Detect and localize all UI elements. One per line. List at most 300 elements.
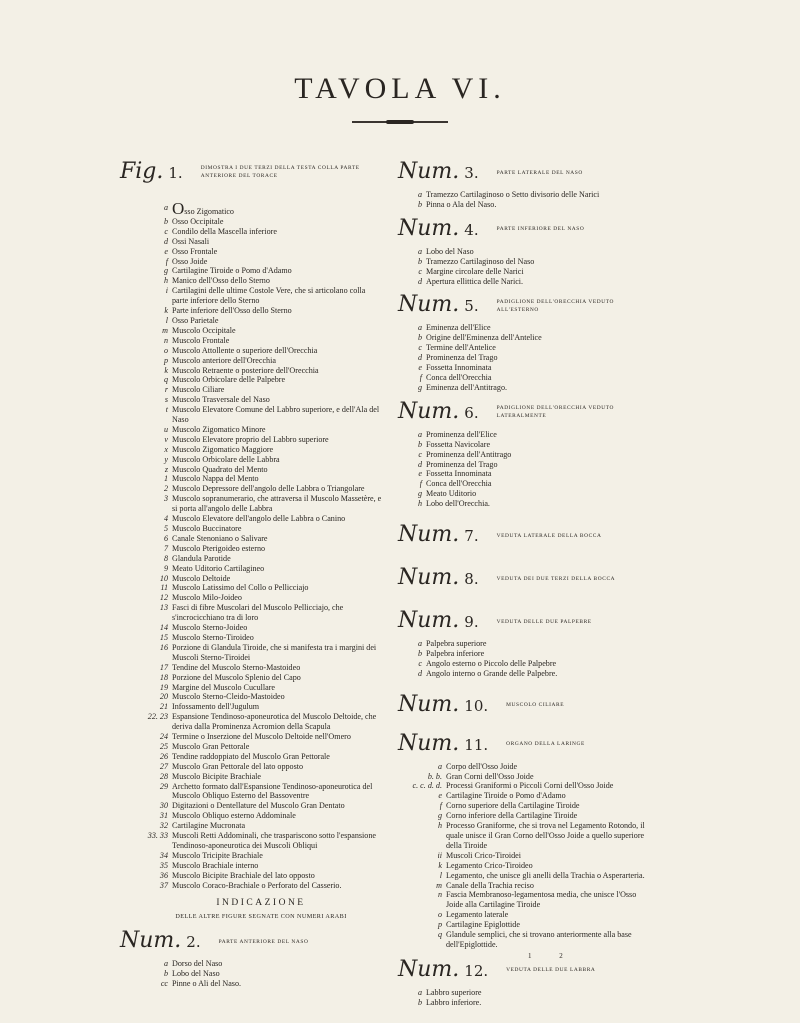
legend-text: Muscolo Gran Pettorale del lato opposto bbox=[172, 761, 304, 771]
legend-item bbox=[398, 890, 648, 910]
legend-text: Muscolo Bicipite Brachiale del lato opposto bbox=[172, 870, 315, 880]
legend-marker: e bbox=[418, 363, 422, 373]
legend-marker: 26 bbox=[159, 751, 168, 761]
legend-text: Dorso del Naso bbox=[172, 959, 223, 969]
num2-label: Num. 2. bbox=[120, 928, 201, 954]
legend-item bbox=[120, 762, 382, 772]
legend-marker: b bbox=[417, 439, 422, 449]
legend-item bbox=[398, 781, 648, 791]
legend-text: Muscolo Depressore dell'angolo delle Labbra o Triangolare bbox=[172, 484, 365, 494]
legend-text: Muscolo Frontale bbox=[172, 335, 230, 345]
legend-text: Muscolo Deltoide bbox=[172, 573, 231, 583]
legend-item bbox=[120, 445, 382, 455]
legend-text: Condilo della Mascella inferiore bbox=[172, 226, 277, 236]
legend-item bbox=[120, 583, 382, 593]
legend-item bbox=[398, 479, 648, 489]
legend-text: Lobo del Naso bbox=[172, 969, 220, 979]
legend-text: Fascia Membranoso-legamentosa media, che unisce l'Osso Joide alla Cartilagine Tiroide bbox=[446, 890, 637, 910]
legend-text: Origine dell'Eminenza dell'Antelice bbox=[426, 333, 542, 343]
legend-item bbox=[120, 356, 382, 366]
legend-marker: 6 bbox=[163, 533, 168, 543]
legend-marker: a bbox=[417, 190, 422, 199]
legend-text: Muscolo Elevatore Comune del Labbro superiore, e dell'Ala del Naso bbox=[172, 405, 380, 425]
legend-marker: a bbox=[437, 761, 442, 771]
legend-text: Corno superiore della Cartilagine Tiroide bbox=[446, 801, 580, 811]
legend-text: Muscolo Milo-Joideo bbox=[172, 593, 242, 603]
legend-text: Corpo dell'Osso Joide bbox=[446, 761, 518, 771]
legend-marker: f bbox=[165, 256, 168, 266]
legend-marker: z bbox=[164, 464, 168, 474]
legend-text: Meato Uditorio Cartilagineo bbox=[172, 563, 265, 573]
legend-text: Muscoli Crico-Tiroidei bbox=[446, 850, 522, 860]
legend-item bbox=[398, 762, 648, 772]
legend-item bbox=[398, 343, 648, 353]
legend-item bbox=[120, 544, 382, 554]
legend-item bbox=[398, 499, 648, 509]
legend-marker: 11 bbox=[160, 583, 168, 593]
legend-text: Muscolo Ciliare bbox=[172, 385, 225, 395]
legend-marker: 7 bbox=[163, 543, 168, 553]
legend-marker: 1 bbox=[163, 474, 168, 484]
legend-item bbox=[120, 524, 382, 534]
legend-item bbox=[398, 930, 648, 950]
legend-text: Conca dell'Orecchia bbox=[426, 479, 492, 489]
fig1-label: Fig. 1. bbox=[120, 159, 183, 184]
legend-text: Cartilagine Tiroide o Pomo d'Adamo bbox=[172, 266, 292, 276]
legend-item bbox=[398, 669, 648, 679]
legend-marker: o bbox=[437, 910, 442, 920]
legend-item bbox=[398, 333, 648, 343]
legend-marker: a bbox=[417, 429, 422, 439]
legend-text: Digitazioni o Dentellature del Muscolo Gran Dentato bbox=[172, 801, 345, 811]
legend-item bbox=[398, 190, 648, 200]
legend-marker: c. c. d. d. bbox=[412, 781, 442, 791]
legend-marker: p bbox=[163, 355, 168, 365]
legend-text: Angolo esterno o Piccolo delle Palpebre bbox=[426, 658, 557, 668]
legend-text: Muscolo Zigomatico Maggiore bbox=[172, 444, 274, 454]
legend-text: Muscolo Sterno-Tiroideo bbox=[172, 632, 254, 642]
legend-item bbox=[398, 791, 648, 801]
legend-marker: 34 bbox=[159, 850, 168, 860]
legend-item bbox=[120, 494, 382, 514]
legend-text: Cartilagine Mucronata bbox=[172, 821, 246, 831]
legend-text: Muscolo Coraco-Brachiale o Perforato del Casserio. bbox=[172, 880, 342, 890]
num11-heading bbox=[398, 732, 648, 757]
legend-text: Muscolo Obliquo esterno Addominale bbox=[172, 811, 296, 821]
legend-item bbox=[120, 534, 382, 544]
num12-legend-list bbox=[398, 988, 648, 1008]
num12-label: Num. 12. bbox=[398, 956, 489, 982]
legend-text: Espansione Tendinoso-aponeurotica del Muscolo Deltoide, che deriva dalla Prominenza Acromion della Scapula bbox=[172, 712, 377, 732]
left-column bbox=[120, 160, 382, 989]
legend-text: Margine del Muscolo Cucullare bbox=[172, 682, 276, 692]
legend-text: Parte inferiore dell'Osso dello Sterno bbox=[172, 306, 292, 316]
legend-text: Muscolo Pterigoideo esterno bbox=[172, 543, 266, 553]
legend-marker: v bbox=[164, 434, 168, 444]
legend-item bbox=[120, 435, 382, 445]
legend-marker: a bbox=[163, 959, 168, 969]
legend-marker: 9 bbox=[163, 563, 168, 573]
legend-item bbox=[120, 959, 382, 969]
legend-item bbox=[120, 554, 382, 564]
legend-marker: 13 bbox=[159, 603, 168, 613]
legend-marker: d bbox=[417, 353, 422, 363]
legend-item bbox=[398, 851, 648, 861]
legend-marker: d bbox=[417, 276, 422, 286]
legend-item bbox=[398, 649, 648, 659]
legend-marker: n bbox=[163, 335, 168, 345]
legend-text: Tramezzo Cartilaginoso del Naso bbox=[426, 256, 535, 266]
legend-item bbox=[398, 247, 648, 257]
legend-item bbox=[120, 227, 382, 237]
legend-item bbox=[120, 346, 382, 356]
legend-item bbox=[120, 801, 382, 811]
legend-item bbox=[120, 366, 382, 376]
legend-marker: t bbox=[165, 405, 168, 415]
legend-item bbox=[120, 831, 382, 851]
legend-item bbox=[398, 489, 648, 499]
legend-item bbox=[398, 920, 648, 930]
legend-marker: a bbox=[163, 203, 168, 212]
num9-label: Num. 9. bbox=[398, 608, 479, 634]
legend-item bbox=[120, 326, 382, 336]
legend-item bbox=[120, 752, 382, 762]
legend-text: Termine o Inserzione del Muscolo Deltoide nell'Omero bbox=[172, 732, 351, 742]
legend-marker: f bbox=[439, 801, 442, 811]
legend-text: Tendine del Muscolo Sterno-Mastoideo bbox=[172, 662, 301, 672]
legend-marker: b bbox=[163, 969, 168, 979]
legend-text: Labbro superiore bbox=[426, 987, 482, 997]
legend-item bbox=[120, 564, 382, 574]
legend-item bbox=[398, 811, 648, 821]
num12-caption: VEDUTA DELLE DUE LABBRA bbox=[506, 967, 596, 974]
legend-text: Fossetta Innominata bbox=[426, 469, 492, 479]
legend-marker: 20 bbox=[159, 692, 168, 702]
legend-marker: g bbox=[417, 489, 422, 499]
legend-text-rest: sso Zigomatico bbox=[184, 207, 234, 216]
num10-label: Num. 10. bbox=[398, 691, 489, 717]
legend-text: Lobo dell'Orecchia. bbox=[426, 499, 490, 509]
legend-marker: b bbox=[417, 648, 422, 658]
num5-legend-list bbox=[398, 323, 648, 392]
legend-marker: a bbox=[417, 987, 422, 997]
legend-item bbox=[398, 861, 648, 871]
legend-text: Archetto formato dall'Espansione Tendinoso-aponeurotica del Muscolo Obliquo Esterno del Bassoventre bbox=[172, 781, 373, 801]
num5-label: Num. 5. bbox=[398, 292, 479, 318]
legend-text: Muscolo Zigomatico Minore bbox=[172, 424, 266, 434]
legend-item bbox=[120, 474, 382, 484]
legend-item bbox=[120, 257, 382, 267]
legend-text: Muscolo Tricipite Brachiale bbox=[172, 850, 263, 860]
legend-text: Palpebra superiore bbox=[426, 639, 487, 649]
legend-item bbox=[398, 871, 648, 881]
legend-marker: l bbox=[439, 870, 442, 880]
legend-marker: g bbox=[437, 811, 442, 821]
legend-item bbox=[398, 998, 648, 1008]
legend-item bbox=[120, 395, 382, 405]
legend-text: Muscolo anteriore dell'Orecchia bbox=[172, 355, 276, 365]
num8-label: Num. 8. bbox=[398, 565, 479, 591]
legend-marker: c bbox=[418, 343, 422, 353]
legend-marker: ii bbox=[437, 850, 442, 860]
legend-text: Palpebra inferiore bbox=[426, 648, 485, 658]
legend-marker: u bbox=[163, 424, 168, 434]
legend-item bbox=[120, 574, 382, 584]
legend-marker: c bbox=[418, 266, 422, 276]
legend-text: Angolo interno o Grande delle Palpebre. bbox=[426, 668, 558, 678]
legend-item bbox=[120, 683, 382, 693]
legend-item bbox=[398, 460, 648, 470]
legend-item bbox=[398, 659, 648, 669]
num2-caption: PARTE ANTERIORE DEL NASO bbox=[218, 938, 309, 945]
legend-item bbox=[120, 881, 382, 891]
legend-text: Muscolo Latissimo del Collo o Pellicciajo bbox=[172, 583, 309, 593]
legend-item bbox=[398, 277, 648, 287]
legend-item bbox=[398, 440, 648, 450]
legend-text: Processo Graniforme, che si trova nel Legamento Rotondo, il quale unisce il Gran Corno dell'Osso Joide a quello superiore della Tiroide bbox=[446, 821, 645, 850]
num4-heading bbox=[398, 217, 648, 242]
legend-marker: b bbox=[417, 333, 422, 343]
legend-marker: 25 bbox=[159, 741, 168, 751]
legend-marker: l bbox=[165, 315, 168, 325]
num11-label: Num. 11. bbox=[398, 730, 489, 756]
num9-caption: VEDUTA DELLE DUE PALPEBRE bbox=[496, 618, 592, 625]
legend-item bbox=[120, 336, 382, 346]
page-mark: 1 bbox=[528, 952, 533, 960]
legend-text: Tendine raddoppiato del Muscolo Gran Pettorale bbox=[172, 751, 330, 761]
legend-marker: f bbox=[419, 372, 422, 382]
legend-text: Muscolo Gran Pettorale bbox=[172, 741, 250, 751]
legend-marker: c bbox=[418, 449, 422, 459]
num3-caption: PARTE LATERALE DEL NASO bbox=[496, 169, 583, 176]
legend-text: Labbro inferiore. bbox=[426, 997, 482, 1007]
legend-marker: b bbox=[163, 216, 168, 226]
legend-marker: a bbox=[417, 323, 422, 333]
legend-marker: a bbox=[417, 246, 422, 256]
plate-title: TAVOLA VI. bbox=[294, 72, 506, 105]
legend-text: Legamento laterale bbox=[446, 910, 509, 920]
legend-item bbox=[120, 702, 382, 712]
legend-text: Muscolo Sterno-Joideo bbox=[172, 623, 248, 633]
legend-item bbox=[120, 742, 382, 752]
legend-item bbox=[398, 363, 648, 373]
legend-marker: 3 bbox=[163, 494, 168, 504]
legend-marker: h bbox=[163, 276, 168, 286]
legend-text: Muscolo sopranumerario, che attraversa il Muscolo Massetère, e si porta all'angolo delle Labbra bbox=[172, 494, 382, 514]
legend-marker: 19 bbox=[159, 682, 168, 692]
legend-text: Fasci di fibre Muscolari del Muscolo Pellicciajo, che s'incrocicchiano tra di loro bbox=[172, 603, 344, 623]
legend-text: Canale Stenoniano o Salivare bbox=[172, 533, 268, 543]
legend-item bbox=[398, 353, 648, 363]
legend-marker: y bbox=[164, 454, 168, 464]
legend-marker: q bbox=[437, 930, 442, 940]
num6-label: Num. 6. bbox=[398, 398, 479, 424]
num7-caption: VEDUTA LATERALE DELLA BOCCA bbox=[496, 532, 602, 539]
legend-item bbox=[120, 861, 382, 871]
legend-text: Muscoli Retti Addominali, che traspariscono sotto l'espansione Tendinoso-aponeurotica dei Muscoli Obliqui bbox=[172, 831, 376, 850]
legend-text: Conca dell'Orecchia bbox=[426, 372, 492, 382]
title-ornament-rule bbox=[352, 121, 448, 123]
legend-marker: 37 bbox=[159, 880, 168, 890]
legend-marker: cc bbox=[160, 979, 168, 989]
legend-text: Prominenza del Trago bbox=[426, 459, 498, 469]
legend-marker: 18 bbox=[159, 672, 168, 682]
legend-item bbox=[120, 199, 382, 218]
legend-item bbox=[120, 217, 382, 227]
legend-item bbox=[120, 712, 382, 732]
legend-item bbox=[120, 821, 382, 831]
legend-text: Corno inferiore della Cartilagine Tiroide bbox=[446, 811, 578, 821]
legend-marker: 12 bbox=[159, 593, 168, 603]
drop-capital: O bbox=[172, 199, 185, 218]
fig1-heading bbox=[120, 160, 382, 185]
legend-marker: r bbox=[164, 385, 168, 395]
num6-caption: PADIGLIONE DELL'ORECCHIA VEDUTO LATERALMENTE bbox=[496, 405, 614, 420]
legend-item bbox=[398, 801, 648, 811]
legend-marker: 30 bbox=[159, 801, 168, 811]
num9-legend-list bbox=[398, 639, 648, 679]
legend-marker: b bbox=[417, 199, 422, 209]
legend-marker: d bbox=[417, 459, 422, 469]
num8-heading bbox=[398, 566, 648, 591]
legend-item bbox=[398, 772, 648, 782]
num2-heading bbox=[120, 929, 382, 954]
num9-heading bbox=[398, 609, 648, 634]
legend-item bbox=[120, 593, 382, 603]
legend-item bbox=[120, 514, 382, 524]
legend-marker: 17 bbox=[159, 662, 168, 672]
num4-label: Num. 4. bbox=[398, 215, 479, 241]
legend-text: Legamento Crico-Tiroideo bbox=[446, 860, 533, 870]
legend-text: Pinne o Ali del Naso. bbox=[172, 979, 242, 989]
legend-item bbox=[120, 663, 382, 673]
num11-legend-list bbox=[398, 762, 648, 950]
legend-text: Muscolo Nappa del Mento bbox=[172, 474, 259, 484]
legend-item bbox=[120, 673, 382, 683]
legend-text: Eminenza dell'Elice bbox=[426, 323, 491, 333]
legend-marker: 4 bbox=[163, 514, 168, 524]
legend-marker: m bbox=[436, 880, 442, 890]
fig1-caption: DIMOSTRA I DUE TERZI DELLA TESTA COLLA PARTE ANTERIORE DEL TORACE bbox=[200, 165, 360, 179]
legend-item bbox=[120, 375, 382, 385]
num6-heading bbox=[398, 400, 648, 425]
legend-marker: k bbox=[164, 365, 168, 375]
legend-marker: d bbox=[163, 236, 168, 246]
legend-text: Prominenza del Trago bbox=[426, 353, 498, 363]
num11-caption: ORGANO DELLA LARINGE bbox=[506, 741, 585, 748]
legend-marker: 5 bbox=[163, 524, 168, 533]
legend-item bbox=[398, 450, 648, 460]
legend-item bbox=[120, 633, 382, 643]
legend-item bbox=[120, 811, 382, 821]
legend-marker: o bbox=[163, 345, 168, 355]
legend-text: Cartilagine Epiglottide bbox=[446, 920, 520, 930]
legend-item bbox=[120, 772, 382, 782]
legend-text: Muscolo Buccinatore bbox=[172, 524, 242, 533]
legend-text: Legamento, che unisce gli anelli della Trachia o Asperarteria. bbox=[446, 870, 645, 880]
legend-item bbox=[120, 237, 382, 247]
legend-text: Glandule semplici, che si trovano anteriormente alla base dell'Epiglottide. bbox=[446, 930, 632, 949]
legend-item bbox=[120, 643, 382, 663]
num8-caption: VEDUTA DEI DUE TERZI DELLA BOCCA bbox=[496, 575, 616, 582]
legend-item bbox=[120, 455, 382, 465]
legend-text: Prominenza dell'Elice bbox=[426, 429, 497, 439]
legend-text: Porzione del Muscolo Splenio del Capo bbox=[172, 672, 301, 682]
legend-item bbox=[120, 405, 382, 425]
legend-text: Fossetta Navicolare bbox=[426, 439, 491, 449]
legend-marker: n bbox=[437, 890, 442, 900]
legend-text: Muscolo Orbicolare delle Labbra bbox=[172, 454, 280, 464]
legend-item bbox=[120, 247, 382, 257]
legend-marker: s bbox=[164, 395, 168, 405]
legend-marker: 31 bbox=[159, 811, 168, 821]
num2-legend-list bbox=[120, 959, 382, 989]
legend-marker: h bbox=[437, 821, 442, 831]
legend-marker: 2 bbox=[163, 484, 168, 494]
legend-text: Pinna o Ala del Naso. bbox=[426, 199, 497, 209]
num5-heading bbox=[398, 293, 648, 318]
legend-text: Muscolo Orbicolare delle Palpebre bbox=[172, 375, 286, 385]
legend-item bbox=[398, 257, 648, 267]
legend-marker: g bbox=[163, 266, 168, 276]
num10-heading bbox=[398, 693, 648, 718]
legend-item bbox=[398, 323, 648, 333]
indicazione-subtitle: DELLE ALTRE FIGURE SEGNATE CON NUMERI ARABI bbox=[175, 913, 347, 921]
legend-marker: m bbox=[162, 325, 168, 335]
legend-text: Muscolo Retraente o posteriore dell'Orecchia bbox=[172, 365, 319, 375]
legend-marker: x bbox=[164, 444, 168, 454]
num4-legend-list bbox=[398, 247, 648, 287]
legend-marker: e bbox=[418, 469, 422, 479]
legend-marker: 36 bbox=[159, 870, 168, 880]
legend-marker: 24 bbox=[159, 732, 168, 742]
legend-marker: c bbox=[164, 226, 168, 236]
legend-marker: 14 bbox=[159, 623, 168, 633]
legend-item bbox=[120, 484, 382, 494]
legend-item bbox=[398, 469, 648, 479]
legend-marker: 10 bbox=[159, 573, 168, 583]
legend-text: Muscolo Attollente o superiore dell'Orecchia bbox=[172, 345, 318, 355]
legend-item bbox=[120, 782, 382, 802]
legend-item bbox=[398, 881, 648, 891]
legend-marker: p bbox=[437, 920, 442, 930]
legend-text bbox=[172, 199, 382, 218]
num7-label: Num. 7. bbox=[398, 522, 479, 548]
legend-item bbox=[398, 267, 648, 277]
legend-item bbox=[398, 821, 648, 851]
legend-item bbox=[120, 276, 382, 286]
legend-marker: 33. 33 bbox=[147, 831, 168, 841]
legend-marker: f bbox=[419, 479, 422, 489]
legend-item bbox=[398, 639, 648, 649]
num7-heading bbox=[398, 523, 648, 548]
legend-text: Meato Uditorio bbox=[426, 489, 477, 499]
legend-item bbox=[398, 200, 648, 210]
fig1-legend-list bbox=[120, 199, 382, 891]
legend-item bbox=[120, 969, 382, 979]
legend-text: Osso Occipitale bbox=[172, 216, 224, 226]
legend-item bbox=[398, 988, 648, 998]
legend-text: Manico dell'Osso dello Sterno bbox=[172, 276, 270, 286]
num5-caption: PADIGLIONE DELL'ORECCHIA VEDUTO ALL'ESTERNO bbox=[496, 298, 614, 313]
num3-label: Num. 3. bbox=[398, 159, 479, 184]
legend-item bbox=[398, 430, 648, 440]
right-column bbox=[398, 160, 648, 1008]
legend-text: Osso Parietale bbox=[172, 315, 219, 325]
legend-marker: 32 bbox=[159, 821, 168, 831]
legend-marker: 28 bbox=[159, 771, 168, 781]
legend-marker: h bbox=[417, 499, 422, 509]
